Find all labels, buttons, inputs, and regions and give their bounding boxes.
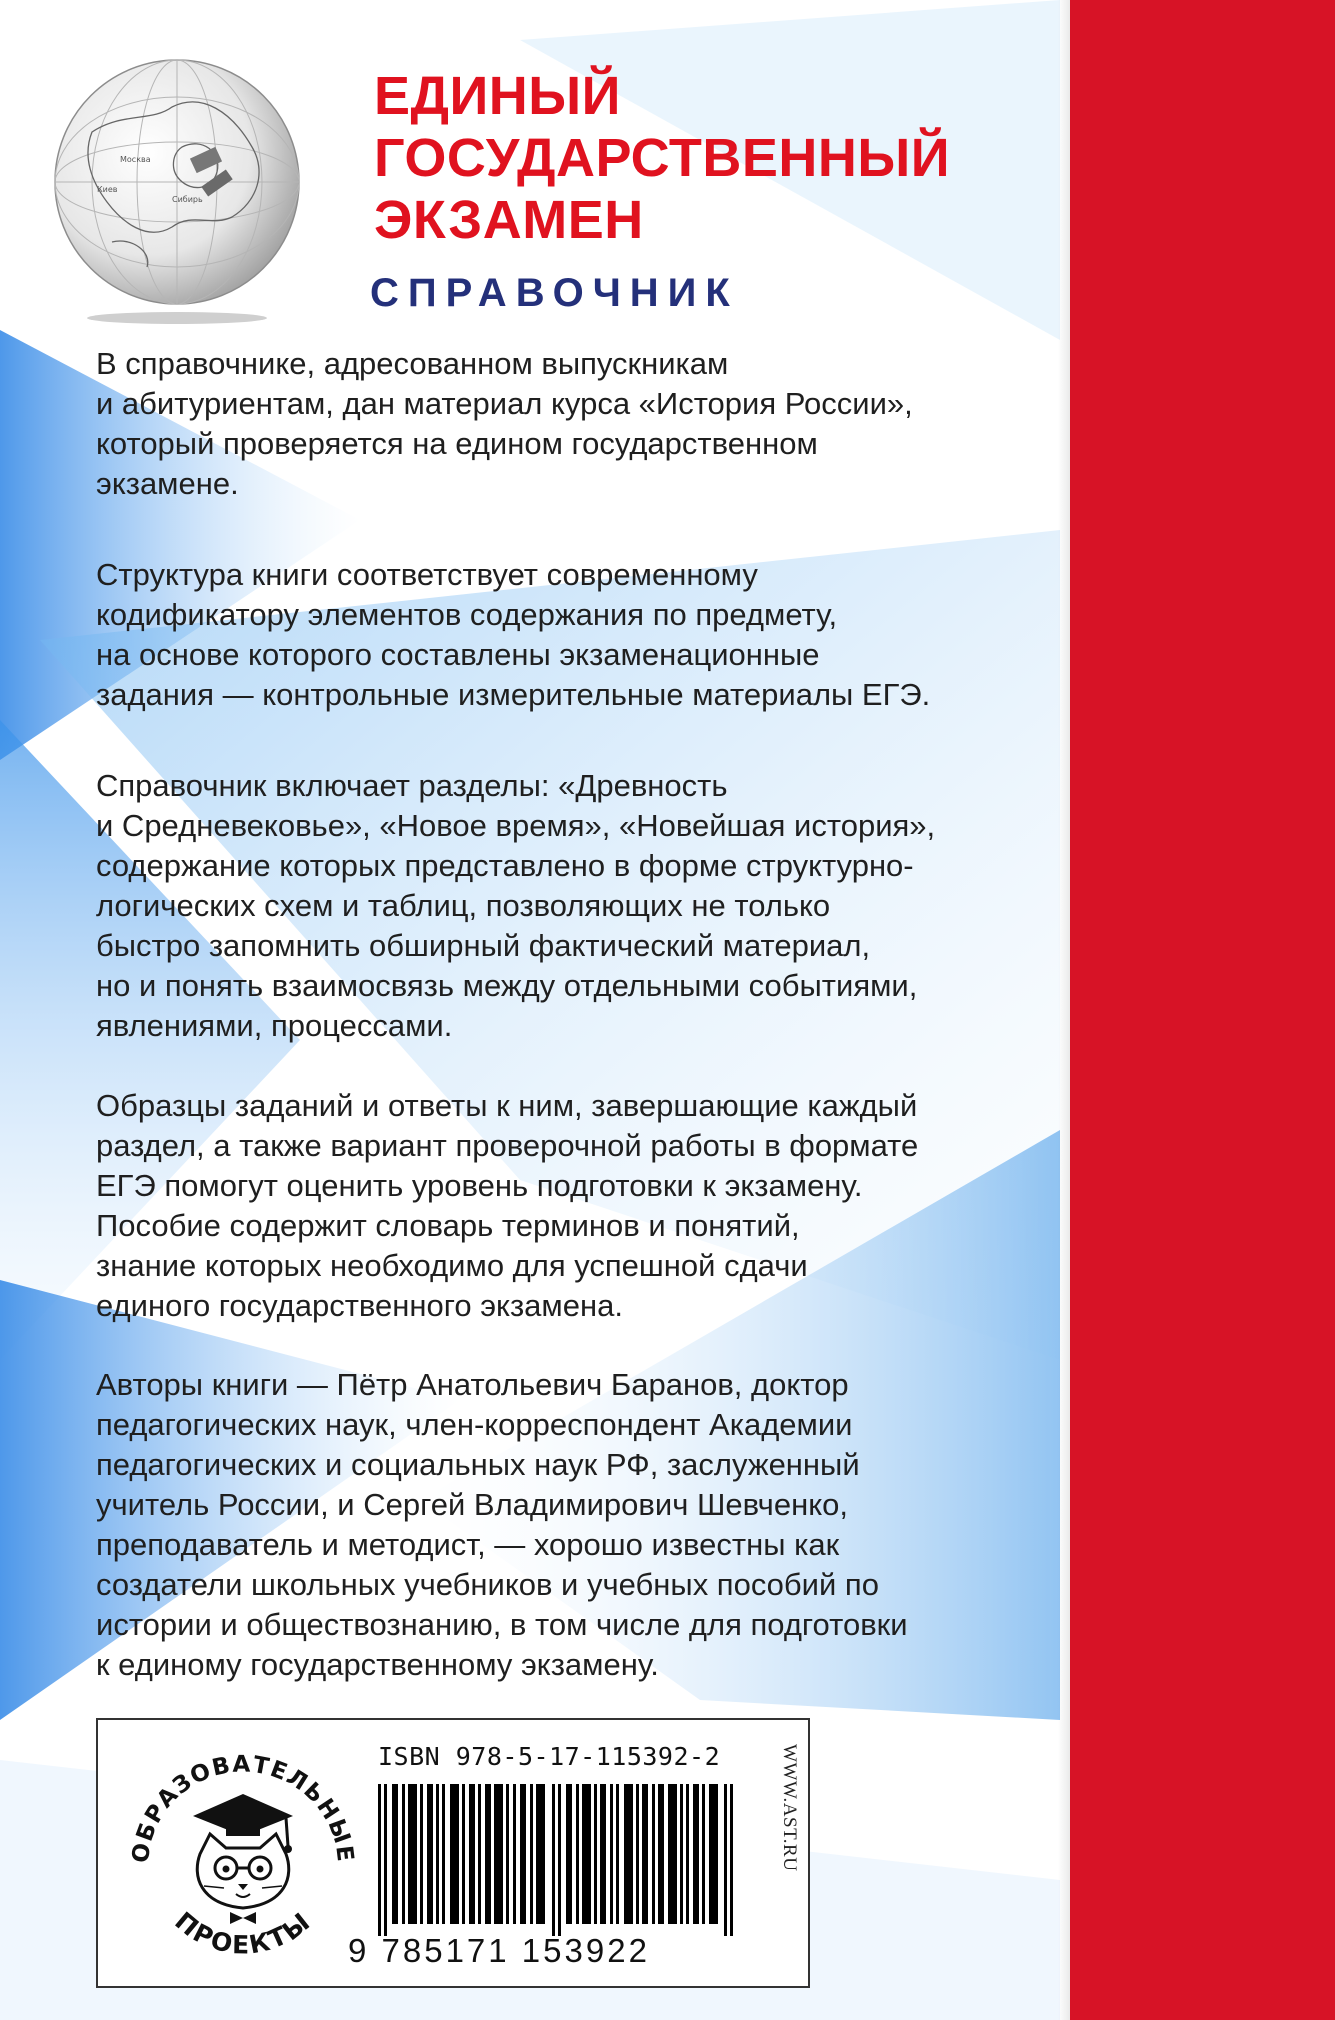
paragraph-line: Пособие содержит словарь терминов и понятий, bbox=[96, 1208, 800, 1243]
subtitle: СПРАВОЧНИК bbox=[370, 271, 739, 315]
svg-text:Москва: Москва bbox=[120, 155, 151, 164]
paragraph-line: но и понять взаимосвязь между отдельными событиями, bbox=[96, 968, 918, 1003]
paragraph-line: и абитуриентам, дан материал курса «История России», bbox=[96, 386, 913, 421]
svg-text:Сибирь: Сибирь bbox=[172, 195, 203, 204]
paragraph-intro bbox=[96, 344, 1056, 504]
paragraph-line: явлениями, процессами. bbox=[96, 1008, 453, 1043]
paragraph-line: и Средневековье», «Новое время», «Новейшая история», bbox=[96, 808, 936, 843]
logo-top-text: ОБРАЗОВАТЕЛЬНЫЕ bbox=[127, 1751, 359, 1865]
barcode bbox=[372, 1784, 750, 1936]
paragraph-line: кодификатору элементов содержания по предмету, bbox=[96, 597, 838, 632]
paragraph-line: педагогических наук, член-корреспондент Академии bbox=[96, 1407, 853, 1442]
paragraph-line: экзамене. bbox=[96, 466, 239, 501]
paragraph-line: Авторы книги — Пётр Анатольевич Баранов, доктор bbox=[96, 1367, 849, 1402]
paragraph-line: Образцы заданий и ответы к ним, завершающие каждый bbox=[96, 1088, 918, 1123]
paragraph-line: раздел, а также вариант проверочной работы в формате bbox=[96, 1128, 919, 1163]
paragraph-line: педагогических и социальных наук РФ, заслуженный bbox=[96, 1447, 860, 1482]
paragraph-line: на основе которого составлены экзаменационные bbox=[96, 637, 820, 672]
paragraph-line: знание которых необходимо для успешной сдачи bbox=[96, 1248, 808, 1283]
title-line-2: ГОСУДАРСТВЕННЫЙ bbox=[374, 128, 951, 188]
paragraph-line: В справочнике, адресованном выпускникам bbox=[96, 346, 729, 381]
paragraph-line: учитель России, и Сергей Владимирович Шевченко, bbox=[96, 1487, 848, 1522]
logo-bottom-text: ПРОЕКТЫ bbox=[169, 1906, 317, 1960]
paragraph-structure bbox=[96, 555, 1056, 715]
paragraph-line: логических схем и таблиц, позволяющих не только bbox=[96, 888, 831, 923]
paragraph-line: преподаватель и методист, — хорошо известны как bbox=[96, 1527, 840, 1562]
website-vertical bbox=[774, 1740, 800, 1970]
title-line-3: ЭКЗАМЕН bbox=[374, 190, 644, 250]
paragraph-exercises bbox=[96, 1086, 1056, 1326]
paragraph-line: который проверяется на едином государственном bbox=[96, 426, 818, 461]
ean-digits: 9 785171 153922 bbox=[348, 1932, 650, 1969]
paragraph-line: содержание которых представлено в форме структурно- bbox=[96, 848, 914, 883]
title-line-1: ЕДИНЫЙ bbox=[374, 66, 621, 126]
paragraph-sections bbox=[96, 766, 1056, 1046]
isbn-info-box bbox=[96, 1718, 810, 1988]
paragraph-line: к единому государственному экзамену. bbox=[96, 1647, 659, 1682]
paragraph-line: Структура книги соответствует современному bbox=[96, 557, 758, 592]
paragraph-line: истории и обществознанию, в том числе для подготовки bbox=[96, 1607, 908, 1642]
paragraph-line: ЕГЭ помогут оценить уровень подготовки к экзамену. bbox=[96, 1168, 863, 1203]
paragraph-authors bbox=[96, 1365, 1056, 1685]
red-spine bbox=[1070, 0, 1335, 2020]
paragraph-line: задания — контрольные измерительные материалы ЕГЭ. bbox=[96, 677, 931, 712]
paragraph-line: Справочник включает разделы: «Древность bbox=[96, 768, 728, 803]
globe-map-icon bbox=[52, 52, 302, 324]
paragraph-line: создатели школьных учебников и учебных пособий по bbox=[96, 1567, 879, 1602]
website-text: WWW.AST.RU bbox=[779, 1744, 800, 1872]
paragraph-line: единого государственного экзамена. bbox=[96, 1288, 623, 1323]
paragraph-line: быстро запомнить обширный фактический материал, bbox=[96, 928, 871, 963]
isbn-text: ISBN 978-5-17-115392-2 bbox=[378, 1742, 721, 1771]
svg-text:Киев: Киев bbox=[97, 185, 118, 194]
svg-text:ПРОЕКТЫ bbox=[169, 1906, 316, 1959]
cat-graduate-logo-icon bbox=[118, 1736, 368, 1976]
